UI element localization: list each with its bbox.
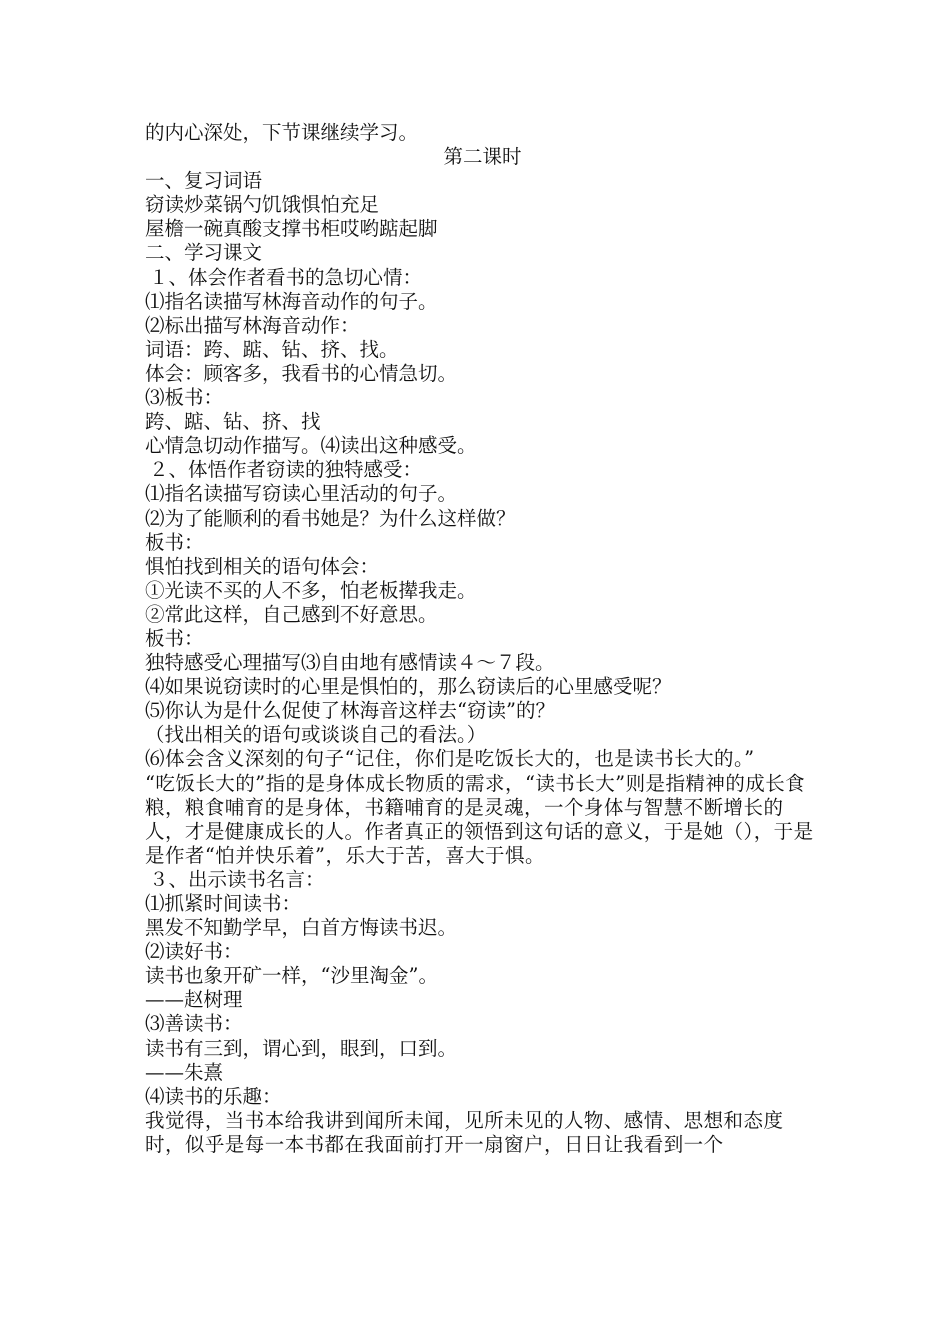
text-line: ３、出示读书名言： [149,867,325,891]
text-line: 黑发不知勤学早，白首方悔读书迟。 [145,916,458,940]
text-line: ⑷如果说窃读时的心里是惧怕的，那么窃读后的心里感受呢？ [145,675,672,699]
text-line: 一、复习词语 [145,169,263,193]
text-line: ——朱熹 [145,1060,224,1084]
text-line: 独特感受心理描写⑶自由地有感情读４～７段。 [145,651,555,675]
text-line: 板书： [145,626,204,650]
text-line: ⑵读好书： [145,940,243,964]
text-line: ⑵为了能顺利的看书她是？为什么这样做？ [145,506,516,530]
text-line: ⑹体会含义深刻的句子“记住，你们是吃饭长大的，也是读书长大的。” [145,747,755,771]
text-line: 读书有三到，谓心到，眼到，口到。 [145,1036,458,1060]
document-page [145,121,820,1157]
text-line: 体会：顾客多，我看书的心情急切。 [145,361,458,385]
text-line: ⑶善读书： [145,1012,243,1036]
text-line: ⑵标出描写林海音动作： [145,313,360,337]
text-line: ⑷读书的乐趣： [145,1084,282,1108]
text-line: ⑴指名读描写林海音动作的句子。 [145,289,438,313]
text-line: 屋檐一碗真酸支撑书柜哎哟踮起脚 [145,217,438,241]
text-line: （找出相关的语句或谈谈自己的看法。） [145,723,487,747]
text-line: ⑶板书： [145,386,224,410]
text-line: 窃读炒菜锅勺饥饿惧怕充足 [145,193,380,217]
text-line: １、体会作者看书的急切心情： [149,265,423,289]
text-line: “吃饭长大的”指的是身体成长物质的需求，“读书长大”则是指精神的成长食粮，粮食哺育的是身体，书籍哺育的是灵魂，一个身体与智慧不断增长的人，才是健康成长的人。作者真正的领悟到这句话的意义，于是她（），于是是作者“怕并快乐着”，乐大于苦，喜大于惧。 [145,771,814,867]
text-line: 惧怕找到相关的语句体会： [145,554,380,578]
text-line: ——赵树理 [145,988,243,1012]
text-line: 二、学习课文 [145,241,263,265]
text-line: ⑴抓紧时间读书： [145,892,302,915]
text-line: 板书： [145,530,204,554]
text-line: ②常此这样，自己感到不好意思。 [145,602,438,626]
text-line: 的内心深处，下节课继续学习。 [145,121,419,144]
text-line: 词语：跨、踮、钻、挤、找。 [145,337,399,361]
text-line: 我觉得，当书本给我讲到闻所未闻，见所未见的人物、感情、思想和态度时，似乎是每一本书都在我面前打开一扇窗户，日日让我看到一个 [145,1108,784,1156]
text-line: 心情急切动作描写。⑷读出这种感受。 [145,434,477,458]
text-line: ⑸你认为是什么促使了林海音这样去“窃读”的？ [145,699,555,723]
section-heading: 第二课时 [443,145,522,169]
text-line: 跨、踮、钻、挤、找 [145,410,321,434]
text-line: 读书也象开矿一样，“沙里淘金”。 [145,964,438,988]
text-line: ⑴指名读描写窃读心里活动的句子。 [145,482,458,506]
text-line: ①光读不买的人不多，怕老板撵我走。 [145,578,477,602]
text-line: ２、体悟作者窃读的独特感受： [149,458,423,482]
